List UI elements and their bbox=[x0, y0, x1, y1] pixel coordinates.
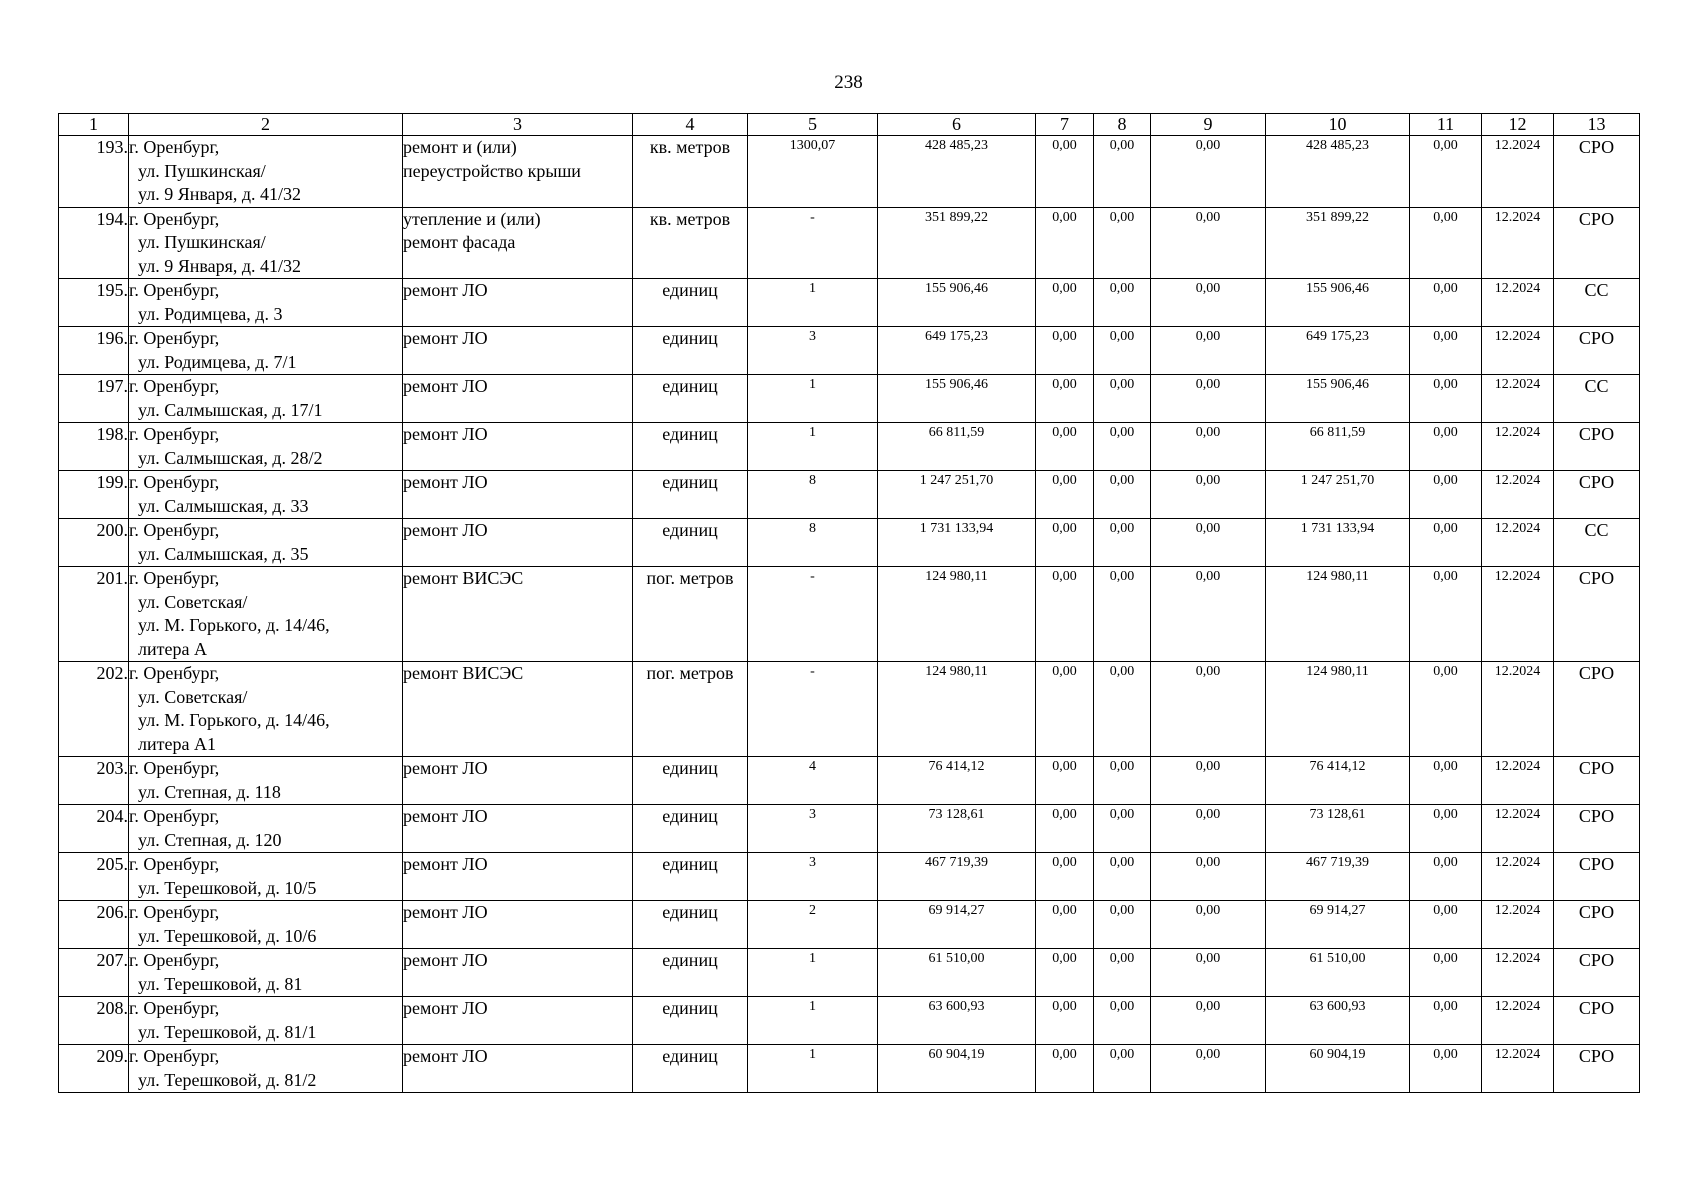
period-cell: 12.2024 bbox=[1482, 997, 1554, 1045]
cost-col8-cell: 0,00 bbox=[1094, 136, 1151, 208]
volume-cell: 8 bbox=[748, 519, 878, 567]
period-cell: 12.2024 bbox=[1482, 136, 1554, 208]
unit-cell: единиц bbox=[633, 423, 748, 471]
period-cell: 12.2024 bbox=[1482, 375, 1554, 423]
cost-col11-cell: 0,00 bbox=[1410, 853, 1482, 901]
total-cost-cell: 1 247 251,70 bbox=[878, 471, 1036, 519]
period-cell: 12.2024 bbox=[1482, 1045, 1554, 1093]
unit-cell: единиц bbox=[633, 471, 748, 519]
volume-cell: 3 bbox=[748, 327, 878, 375]
row-number: 202. bbox=[59, 662, 129, 757]
program-code-cell: СС bbox=[1554, 279, 1640, 327]
cost-col7-cell: 0,00 bbox=[1036, 757, 1094, 805]
column-header-3: 3 bbox=[403, 114, 633, 136]
address-cell: г. Оренбург, ул. Родимцева, д. 7/1 bbox=[129, 327, 403, 375]
address-cell: г. Оренбург, ул. Салмышская, д. 17/1 bbox=[129, 375, 403, 423]
row-number: 196. bbox=[59, 327, 129, 375]
period-cell: 12.2024 bbox=[1482, 279, 1554, 327]
address-cell: г. Оренбург, ул. Советская/ ул. М. Горького, д. 14/46, литера А1 bbox=[129, 662, 403, 757]
table-row bbox=[59, 519, 1640, 567]
registry-table bbox=[58, 113, 1640, 1093]
cost-col10-cell: 1 247 251,70 bbox=[1266, 471, 1410, 519]
table-row bbox=[59, 1045, 1640, 1093]
cost-col9-cell: 0,00 bbox=[1151, 423, 1266, 471]
cost-col11-cell: 0,00 bbox=[1410, 1045, 1482, 1093]
work-type-cell: ремонт ЛО bbox=[403, 1045, 633, 1093]
cost-col7-cell: 0,00 bbox=[1036, 279, 1094, 327]
total-cost-cell: 66 811,59 bbox=[878, 423, 1036, 471]
volume-cell: 1 bbox=[748, 949, 878, 997]
cost-col10-cell: 649 175,23 bbox=[1266, 327, 1410, 375]
period-cell: 12.2024 bbox=[1482, 327, 1554, 375]
period-cell: 12.2024 bbox=[1482, 471, 1554, 519]
unit-cell: единиц bbox=[633, 757, 748, 805]
cost-col9-cell: 0,00 bbox=[1151, 853, 1266, 901]
cost-col9-cell: 0,00 bbox=[1151, 471, 1266, 519]
period-cell: 12.2024 bbox=[1482, 567, 1554, 662]
cost-col11-cell: 0,00 bbox=[1410, 662, 1482, 757]
row-number: 205. bbox=[59, 853, 129, 901]
cost-col9-cell: 0,00 bbox=[1151, 519, 1266, 567]
volume-cell: 1 bbox=[748, 423, 878, 471]
period-cell: 12.2024 bbox=[1482, 662, 1554, 757]
unit-cell: кв. метров bbox=[633, 207, 748, 279]
cost-col9-cell: 0,00 bbox=[1151, 136, 1266, 208]
cost-col7-cell: 0,00 bbox=[1036, 1045, 1094, 1093]
period-cell: 12.2024 bbox=[1482, 423, 1554, 471]
table-row bbox=[59, 853, 1640, 901]
column-header-6: 6 bbox=[878, 114, 1036, 136]
volume-cell: - bbox=[748, 207, 878, 279]
volume-cell: 3 bbox=[748, 805, 878, 853]
table-row bbox=[59, 375, 1640, 423]
total-cost-cell: 155 906,46 bbox=[878, 375, 1036, 423]
cost-col11-cell: 0,00 bbox=[1410, 949, 1482, 997]
address-cell: г. Оренбург, ул. Пушкинская/ ул. 9 Января, д. 41/32 bbox=[129, 136, 403, 208]
cost-col9-cell: 0,00 bbox=[1151, 279, 1266, 327]
address-cell: г. Оренбург, ул. Терешковой, д. 81/2 bbox=[129, 1045, 403, 1093]
program-code-cell: СРО bbox=[1554, 949, 1640, 997]
cost-col9-cell: 0,00 bbox=[1151, 997, 1266, 1045]
table-row bbox=[59, 949, 1640, 997]
cost-col8-cell: 0,00 bbox=[1094, 279, 1151, 327]
unit-cell: пог. метров bbox=[633, 662, 748, 757]
total-cost-cell: 60 904,19 bbox=[878, 1045, 1036, 1093]
work-type-cell: ремонт ЛО bbox=[403, 853, 633, 901]
work-type-cell: ремонт ЛО bbox=[403, 997, 633, 1045]
cost-col10-cell: 61 510,00 bbox=[1266, 949, 1410, 997]
work-type-cell: утепление и (или) ремонт фасада bbox=[403, 207, 633, 279]
column-header-12: 12 bbox=[1482, 114, 1554, 136]
program-code-cell: СРО bbox=[1554, 207, 1640, 279]
work-type-cell: ремонт ЛО bbox=[403, 423, 633, 471]
unit-cell: единиц bbox=[633, 853, 748, 901]
total-cost-cell: 69 914,27 bbox=[878, 901, 1036, 949]
cost-col10-cell: 1 731 133,94 bbox=[1266, 519, 1410, 567]
cost-col11-cell: 0,00 bbox=[1410, 279, 1482, 327]
program-code-cell: СРО bbox=[1554, 1045, 1640, 1093]
cost-col10-cell: 428 485,23 bbox=[1266, 136, 1410, 208]
program-code-cell: СРО bbox=[1554, 901, 1640, 949]
total-cost-cell: 1 731 133,94 bbox=[878, 519, 1036, 567]
row-number: 206. bbox=[59, 901, 129, 949]
cost-col8-cell: 0,00 bbox=[1094, 949, 1151, 997]
cost-col8-cell: 0,00 bbox=[1094, 327, 1151, 375]
address-cell: г. Оренбург, ул. Родимцева, д. 3 bbox=[129, 279, 403, 327]
address-cell: г. Оренбург, ул. Салмышская, д. 33 bbox=[129, 471, 403, 519]
column-header-11: 11 bbox=[1410, 114, 1482, 136]
cost-col10-cell: 73 128,61 bbox=[1266, 805, 1410, 853]
unit-cell: единиц bbox=[633, 519, 748, 567]
work-type-cell: ремонт ЛО bbox=[403, 901, 633, 949]
work-type-cell: ремонт ВИСЭС bbox=[403, 662, 633, 757]
cost-col7-cell: 0,00 bbox=[1036, 327, 1094, 375]
cost-col9-cell: 0,00 bbox=[1151, 949, 1266, 997]
unit-cell: единиц bbox=[633, 997, 748, 1045]
table-row bbox=[59, 136, 1640, 208]
cost-col11-cell: 0,00 bbox=[1410, 327, 1482, 375]
total-cost-cell: 73 128,61 bbox=[878, 805, 1036, 853]
unit-cell: единиц bbox=[633, 327, 748, 375]
volume-cell: - bbox=[748, 662, 878, 757]
work-type-cell: ремонт ЛО bbox=[403, 805, 633, 853]
cost-col11-cell: 0,00 bbox=[1410, 471, 1482, 519]
address-cell: г. Оренбург, ул. Терешковой, д. 81 bbox=[129, 949, 403, 997]
address-cell: г. Оренбург, ул. Степная, д. 120 bbox=[129, 805, 403, 853]
period-cell: 12.2024 bbox=[1482, 949, 1554, 997]
cost-col9-cell: 0,00 bbox=[1151, 207, 1266, 279]
cost-col7-cell: 0,00 bbox=[1036, 997, 1094, 1045]
cost-col8-cell: 0,00 bbox=[1094, 519, 1151, 567]
cost-col8-cell: 0,00 bbox=[1094, 375, 1151, 423]
column-header-8: 8 bbox=[1094, 114, 1151, 136]
period-cell: 12.2024 bbox=[1482, 757, 1554, 805]
cost-col9-cell: 0,00 bbox=[1151, 567, 1266, 662]
total-cost-cell: 61 510,00 bbox=[878, 949, 1036, 997]
cost-col7-cell: 0,00 bbox=[1036, 423, 1094, 471]
cost-col7-cell: 0,00 bbox=[1036, 519, 1094, 567]
row-number: 207. bbox=[59, 949, 129, 997]
address-cell: г. Оренбург, ул. Салмышская, д. 28/2 bbox=[129, 423, 403, 471]
address-cell: г. Оренбург, ул. Салмышская, д. 35 bbox=[129, 519, 403, 567]
cost-col11-cell: 0,00 bbox=[1410, 207, 1482, 279]
total-cost-cell: 63 600,93 bbox=[878, 997, 1036, 1045]
cost-col8-cell: 0,00 bbox=[1094, 757, 1151, 805]
address-cell: г. Оренбург, ул. Пушкинская/ ул. 9 Января, д. 41/32 bbox=[129, 207, 403, 279]
cost-col9-cell: 0,00 bbox=[1151, 375, 1266, 423]
cost-col11-cell: 0,00 bbox=[1410, 375, 1482, 423]
row-number: 209. bbox=[59, 1045, 129, 1093]
cost-col11-cell: 0,00 bbox=[1410, 519, 1482, 567]
table-row bbox=[59, 997, 1640, 1045]
row-number: 198. bbox=[59, 423, 129, 471]
work-type-cell: ремонт ЛО bbox=[403, 519, 633, 567]
volume-cell: 1 bbox=[748, 997, 878, 1045]
cost-col9-cell: 0,00 bbox=[1151, 662, 1266, 757]
cost-col8-cell: 0,00 bbox=[1094, 662, 1151, 757]
cost-col11-cell: 0,00 bbox=[1410, 136, 1482, 208]
table-row bbox=[59, 662, 1640, 757]
unit-cell: единиц bbox=[633, 375, 748, 423]
cost-col10-cell: 351 899,22 bbox=[1266, 207, 1410, 279]
volume-cell: 2 bbox=[748, 901, 878, 949]
row-number: 204. bbox=[59, 805, 129, 853]
volume-cell: 3 bbox=[748, 853, 878, 901]
cost-col7-cell: 0,00 bbox=[1036, 207, 1094, 279]
work-type-cell: ремонт ЛО bbox=[403, 279, 633, 327]
column-header-4: 4 bbox=[633, 114, 748, 136]
row-number: 195. bbox=[59, 279, 129, 327]
row-number: 200. bbox=[59, 519, 129, 567]
program-code-cell: СРО bbox=[1554, 853, 1640, 901]
cost-col11-cell: 0,00 bbox=[1410, 423, 1482, 471]
volume-cell: 1 bbox=[748, 1045, 878, 1093]
address-cell: г. Оренбург, ул. Терешковой, д. 10/6 bbox=[129, 901, 403, 949]
cost-col11-cell: 0,00 bbox=[1410, 997, 1482, 1045]
table-row bbox=[59, 279, 1640, 327]
work-type-cell: ремонт ЛО bbox=[403, 327, 633, 375]
cost-col9-cell: 0,00 bbox=[1151, 805, 1266, 853]
unit-cell: единиц bbox=[633, 949, 748, 997]
cost-col9-cell: 0,00 bbox=[1151, 1045, 1266, 1093]
cost-col10-cell: 76 414,12 bbox=[1266, 757, 1410, 805]
row-number: 208. bbox=[59, 997, 129, 1045]
page-number: 238 bbox=[834, 72, 863, 93]
work-type-cell: ремонт ЛО bbox=[403, 471, 633, 519]
cost-col7-cell: 0,00 bbox=[1036, 136, 1094, 208]
unit-cell: единиц bbox=[633, 901, 748, 949]
cost-col8-cell: 0,00 bbox=[1094, 1045, 1151, 1093]
cost-col10-cell: 60 904,19 bbox=[1266, 1045, 1410, 1093]
total-cost-cell: 155 906,46 bbox=[878, 279, 1036, 327]
table-row bbox=[59, 327, 1640, 375]
cost-col9-cell: 0,00 bbox=[1151, 327, 1266, 375]
cost-col10-cell: 155 906,46 bbox=[1266, 279, 1410, 327]
cost-col11-cell: 0,00 bbox=[1410, 901, 1482, 949]
column-header-10: 10 bbox=[1266, 114, 1410, 136]
program-code-cell: СС bbox=[1554, 519, 1640, 567]
table-body bbox=[59, 136, 1640, 1093]
cost-col10-cell: 63 600,93 bbox=[1266, 997, 1410, 1045]
unit-cell: единиц bbox=[633, 279, 748, 327]
program-code-cell: СРО bbox=[1554, 757, 1640, 805]
total-cost-cell: 124 980,11 bbox=[878, 662, 1036, 757]
cost-col7-cell: 0,00 bbox=[1036, 901, 1094, 949]
volume-cell: 1 bbox=[748, 375, 878, 423]
period-cell: 12.2024 bbox=[1482, 207, 1554, 279]
program-code-cell: СРО bbox=[1554, 662, 1640, 757]
cost-col10-cell: 124 980,11 bbox=[1266, 662, 1410, 757]
cost-col9-cell: 0,00 bbox=[1151, 901, 1266, 949]
total-cost-cell: 428 485,23 bbox=[878, 136, 1036, 208]
work-type-cell: ремонт ВИСЭС bbox=[403, 567, 633, 662]
address-cell: г. Оренбург, ул. Терешковой, д. 81/1 bbox=[129, 997, 403, 1045]
row-number: 193. bbox=[59, 136, 129, 208]
volume-cell: 4 bbox=[748, 757, 878, 805]
cost-col7-cell: 0,00 bbox=[1036, 471, 1094, 519]
unit-cell: пог. метров bbox=[633, 567, 748, 662]
column-header-9: 9 bbox=[1151, 114, 1266, 136]
volume-cell: 8 bbox=[748, 471, 878, 519]
cost-col7-cell: 0,00 bbox=[1036, 853, 1094, 901]
period-cell: 12.2024 bbox=[1482, 805, 1554, 853]
address-cell: г. Оренбург, ул. Степная, д. 118 bbox=[129, 757, 403, 805]
table-row bbox=[59, 567, 1640, 662]
work-type-cell: ремонт ЛО bbox=[403, 757, 633, 805]
total-cost-cell: 467 719,39 bbox=[878, 853, 1036, 901]
work-type-cell: ремонт ЛО bbox=[403, 375, 633, 423]
volume-cell: 1300,07 bbox=[748, 136, 878, 208]
row-number: 194. bbox=[59, 207, 129, 279]
cost-col8-cell: 0,00 bbox=[1094, 471, 1151, 519]
cost-col10-cell: 66 811,59 bbox=[1266, 423, 1410, 471]
total-cost-cell: 351 899,22 bbox=[878, 207, 1036, 279]
cost-col8-cell: 0,00 bbox=[1094, 997, 1151, 1045]
column-header-5: 5 bbox=[748, 114, 878, 136]
program-code-cell: СРО bbox=[1554, 997, 1640, 1045]
total-cost-cell: 649 175,23 bbox=[878, 327, 1036, 375]
table-row bbox=[59, 471, 1640, 519]
cost-col8-cell: 0,00 bbox=[1094, 567, 1151, 662]
unit-cell: единиц bbox=[633, 805, 748, 853]
column-header-1: 1 bbox=[59, 114, 129, 136]
cost-col7-cell: 0,00 bbox=[1036, 567, 1094, 662]
volume-cell: - bbox=[748, 567, 878, 662]
total-cost-cell: 124 980,11 bbox=[878, 567, 1036, 662]
program-code-cell: СРО bbox=[1554, 567, 1640, 662]
program-code-cell: СРО bbox=[1554, 327, 1640, 375]
unit-cell: кв. метров bbox=[633, 136, 748, 208]
volume-cell: 1 bbox=[748, 279, 878, 327]
row-number: 203. bbox=[59, 757, 129, 805]
cost-col10-cell: 467 719,39 bbox=[1266, 853, 1410, 901]
cost-col7-cell: 0,00 bbox=[1036, 949, 1094, 997]
cost-col8-cell: 0,00 bbox=[1094, 805, 1151, 853]
program-code-cell: СРО bbox=[1554, 805, 1640, 853]
table-row bbox=[59, 757, 1640, 805]
cost-col10-cell: 155 906,46 bbox=[1266, 375, 1410, 423]
cost-col7-cell: 0,00 bbox=[1036, 662, 1094, 757]
table-row bbox=[59, 805, 1640, 853]
cost-col9-cell: 0,00 bbox=[1151, 757, 1266, 805]
cost-col11-cell: 0,00 bbox=[1410, 757, 1482, 805]
column-header-13: 13 bbox=[1554, 114, 1640, 136]
period-cell: 12.2024 bbox=[1482, 853, 1554, 901]
period-cell: 12.2024 bbox=[1482, 901, 1554, 949]
program-code-cell: СРО bbox=[1554, 423, 1640, 471]
work-type-cell: ремонт и (или) переустройство крыши bbox=[403, 136, 633, 208]
row-number: 199. bbox=[59, 471, 129, 519]
unit-cell: единиц bbox=[633, 1045, 748, 1093]
program-code-cell: СРО bbox=[1554, 136, 1640, 208]
program-code-cell: СРО bbox=[1554, 471, 1640, 519]
table-row bbox=[59, 207, 1640, 279]
address-cell: г. Оренбург, ул. Советская/ ул. М. Горького, д. 14/46, литера А bbox=[129, 567, 403, 662]
cost-col11-cell: 0,00 bbox=[1410, 805, 1482, 853]
row-number: 201. bbox=[59, 567, 129, 662]
cost-col10-cell: 124 980,11 bbox=[1266, 567, 1410, 662]
cost-col11-cell: 0,00 bbox=[1410, 567, 1482, 662]
cost-col10-cell: 69 914,27 bbox=[1266, 901, 1410, 949]
column-header-7: 7 bbox=[1036, 114, 1094, 136]
period-cell: 12.2024 bbox=[1482, 519, 1554, 567]
cost-col8-cell: 0,00 bbox=[1094, 207, 1151, 279]
row-number: 197. bbox=[59, 375, 129, 423]
address-cell: г. Оренбург, ул. Терешковой, д. 10/5 bbox=[129, 853, 403, 901]
cost-col8-cell: 0,00 bbox=[1094, 853, 1151, 901]
work-type-cell: ремонт ЛО bbox=[403, 949, 633, 997]
program-code-cell: СС bbox=[1554, 375, 1640, 423]
total-cost-cell: 76 414,12 bbox=[878, 757, 1036, 805]
table-row bbox=[59, 901, 1640, 949]
cost-col7-cell: 0,00 bbox=[1036, 805, 1094, 853]
column-number-row bbox=[59, 114, 1640, 136]
cost-col8-cell: 0,00 bbox=[1094, 423, 1151, 471]
cost-col8-cell: 0,00 bbox=[1094, 901, 1151, 949]
column-header-2: 2 bbox=[129, 114, 403, 136]
table-row bbox=[59, 423, 1640, 471]
cost-col7-cell: 0,00 bbox=[1036, 375, 1094, 423]
